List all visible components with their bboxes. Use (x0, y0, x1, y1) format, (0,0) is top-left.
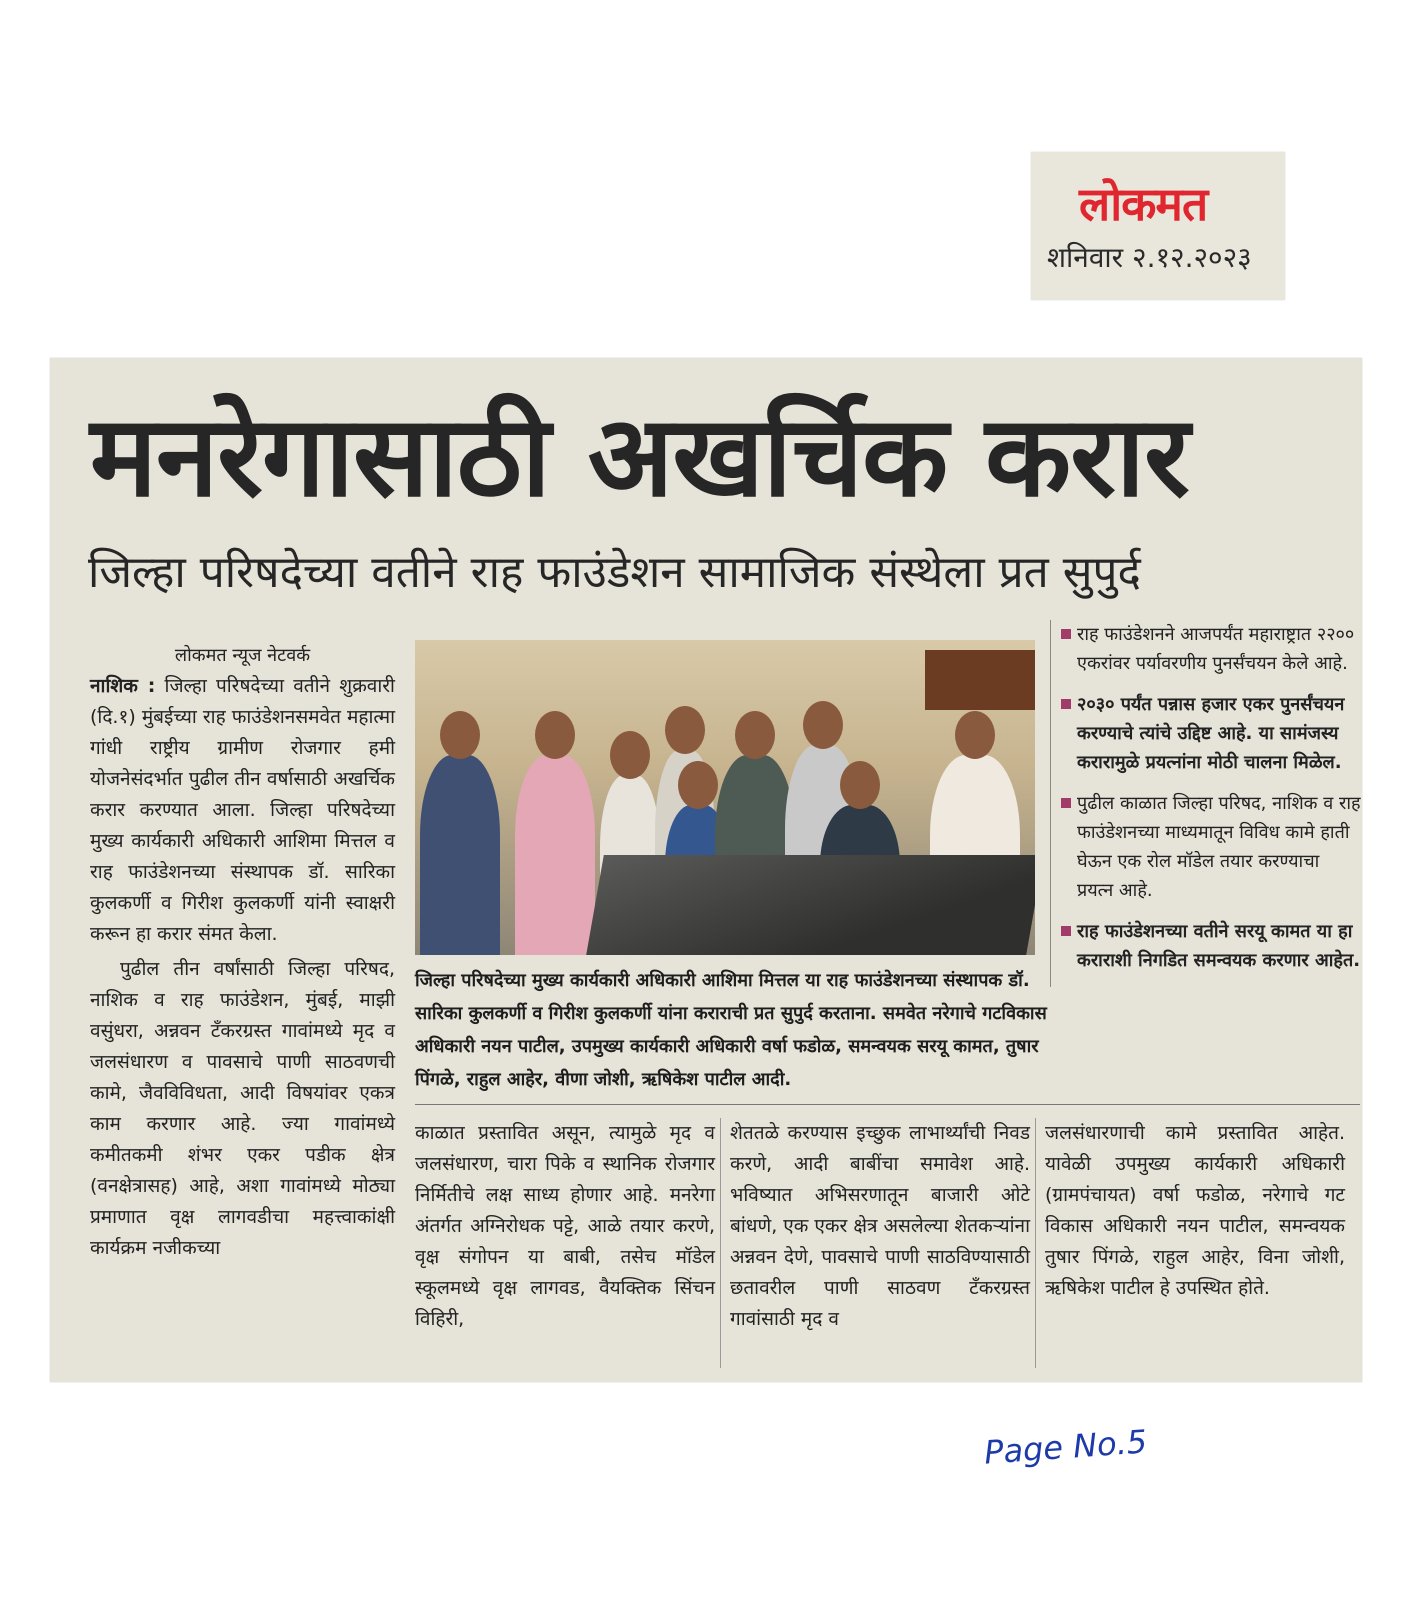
highlight-item (1061, 789, 1361, 905)
highlight-item (1061, 917, 1361, 975)
article-column-2-text: काळात प्रस्तावित असून, त्यामुळे मृद व जलसंधारण, चारा पिके व स्थानिक रोजगार निर्मितीचे लक्ष साध्य होणार आहे. मनरेगा अंतर्गत अग्निरोधक पट्टे, आळे तयार करणे, वृक्ष संगोपन या बाबी, तसेच मॉडेल स्कूलमध्ये वृक्ष लागवड, वैयक्तिक सिंचन विहिरी, (415, 1122, 715, 1330)
photo-table (586, 855, 1035, 955)
article-headline: मनरेगासाठी अखर्चिक करार (90, 392, 1189, 522)
handwritten-page-number: Page No.5 (982, 1422, 1149, 1472)
square-bullet-icon (1061, 798, 1071, 808)
article-paragraph-1-text: जिल्हा परिषदेच्या वतीने शुक्रवारी (दि.१) मुंबईच्या राह फाउंडेशनसमवेत महात्मा गांधी राष्ट्रीय ग्रामीण रोजगार हमी योजनेसंदर्भात पुढील तीन वर्षासाठी अखर्चिक करार करण्यात आला. जिल्हा परिषदेच्या मुख्य कार्यकारी अधिकारी आशिमा मित्तल व राह फाउंडेशनच्या संस्थापक डॉ. सारिका कुलकर्णी व गिरीश कुलकर्णी यांनी स्वाक्षरी करून हा करार संमत केला. (90, 675, 395, 945)
article-clipping (50, 358, 1362, 1382)
article-paragraph-2: पुढील तीन वर्षांसाठी जिल्हा परिषद, नाशिक व राह फाउंडेशन, मुंबई, माझी वसुंधरा, अन्नवन टँकरग्रस्त गावांमध्ये मृद व जलसंधारण व पावसाचे पाणी साठवणची कामे, जैवविविधता, आदी विषयांवर एकत्र काम करणार आहे. ज्या गावांमध्ये कमीतकमी शंभर एकर पडीक क्षेत्र (वनक्षेत्रासह) आहे, अशा गावांमध्ये मोठ्या प्रमाणात वृक्ष लागवडीचा महत्त्वाकांक्षी कार्यक्रम नजीकच्या (90, 958, 395, 1259)
photo-person (515, 755, 595, 955)
highlight-text: पुढील काळात जिल्हा परिषद, नाशिक व राह फाउंडेशनच्या माध्यमातून विविध कामे हाती घेऊन एक रोल मॉडेल तयार करण्याचा प्रयत्न आहे. (1077, 793, 1361, 901)
article-byline: लोकमत न्यूज नेटवर्क (174, 645, 311, 666)
article-paragraph-1 (90, 671, 395, 950)
highlight-item (1061, 690, 1361, 777)
photo-person (420, 755, 500, 955)
article-highlights (1050, 620, 1361, 987)
column-divider (1035, 1118, 1036, 1368)
article-dateline: नाशिक : (90, 675, 156, 697)
article-column-2 (415, 1118, 715, 1335)
highlight-text: राह फाउंडेशनच्या वतीने सरयू कामत या हा कराराशी निगडित समन्वयक करणार आहेत. (1077, 921, 1361, 971)
highlight-item (1061, 620, 1361, 678)
section-divider (415, 1104, 1360, 1105)
masthead-clipping (1031, 152, 1285, 300)
square-bullet-icon (1061, 629, 1071, 639)
article-column-3-text: शेततळे करण्यास इच्छुक लाभार्थ्यांची निवड करणे, आदी बाबींचा समावेश आहे. भविष्यात अभिसरणातून बाजारी ओटे बांधणे, एक एकर क्षेत्र असलेल्या शेतकऱ्यांना अन्नवन देणे, पावसाचे पाणी साठविण्यासाठी छतावरील पाणी साठवण टँकरग्रस्त गावांसाठी मृद व (730, 1122, 1030, 1330)
article-column-4-text: जलसंधारणाची कामे प्रस्तावित आहेत. यावेळी उपमुख्य कार्यकारी अधिकारी (ग्रामपंचायत) वर्षा फडोळ, नरेगाचे गट विकास अधिकारी नयन पाटील, समन्वयक तुषार पिंगळे, राहुल आहेर, विना जोशी, ऋषिकेश पाटील हे उपस्थित होते. (1045, 1122, 1345, 1299)
highlight-text: राह फाउंडेशनने आजपर्यंत महाराष्ट्रात २२०० एकरांवर पर्यावरणीय पुनर्संचयन केले आहे. (1077, 624, 1355, 674)
article-subheadline: जिल्हा परिषदेच्या वतीने राह फाउंडेशन सामाजिक संस्थेला प्रत सुपुर्द (88, 547, 1141, 598)
article-column-3 (730, 1118, 1030, 1335)
highlight-text: २०३० पर्यंत पन्नास हजार एकर पुनर्संचयन करण्याचे त्यांचे उद्दिष्ट आहे. या सामंजस्य करारामुळे प्रयत्नांना मोठी चालना मिळेल. (1077, 694, 1345, 773)
photo-wall-sign (925, 650, 1035, 710)
article-column-4 (1045, 1118, 1345, 1304)
newspaper-logo: लोकमत (1079, 177, 1208, 231)
square-bullet-icon (1061, 699, 1071, 709)
square-bullet-icon (1061, 926, 1071, 936)
column-divider (720, 1118, 721, 1368)
article-photo (415, 640, 1035, 955)
article-column-1 (90, 640, 395, 1264)
photo-caption: जिल्हा परिषदेच्या मुख्य कार्यकारी अधिकारी आशिमा मित्तल या राह फाउंडेशनच्या संस्थापक डॉ. सारिका कुलकर्णी व गिरीश कुलकर्णी यांना कराराची प्रत सुपुर्द करताना. समवेत नरेगाचे गटविकास अधिकारी नयन पाटील, उपमुख्य कार्यकारी अधिकारी वर्षा फडोळ, समन्वयक सरयू कामत, तुषार पिंगळे, राहुल आहेर, वीणा जोशी, ऋषिकेश पाटील आदी. (415, 970, 1047, 1090)
publication-date: शनिवार २.१२.२०२३ (1047, 241, 1252, 274)
